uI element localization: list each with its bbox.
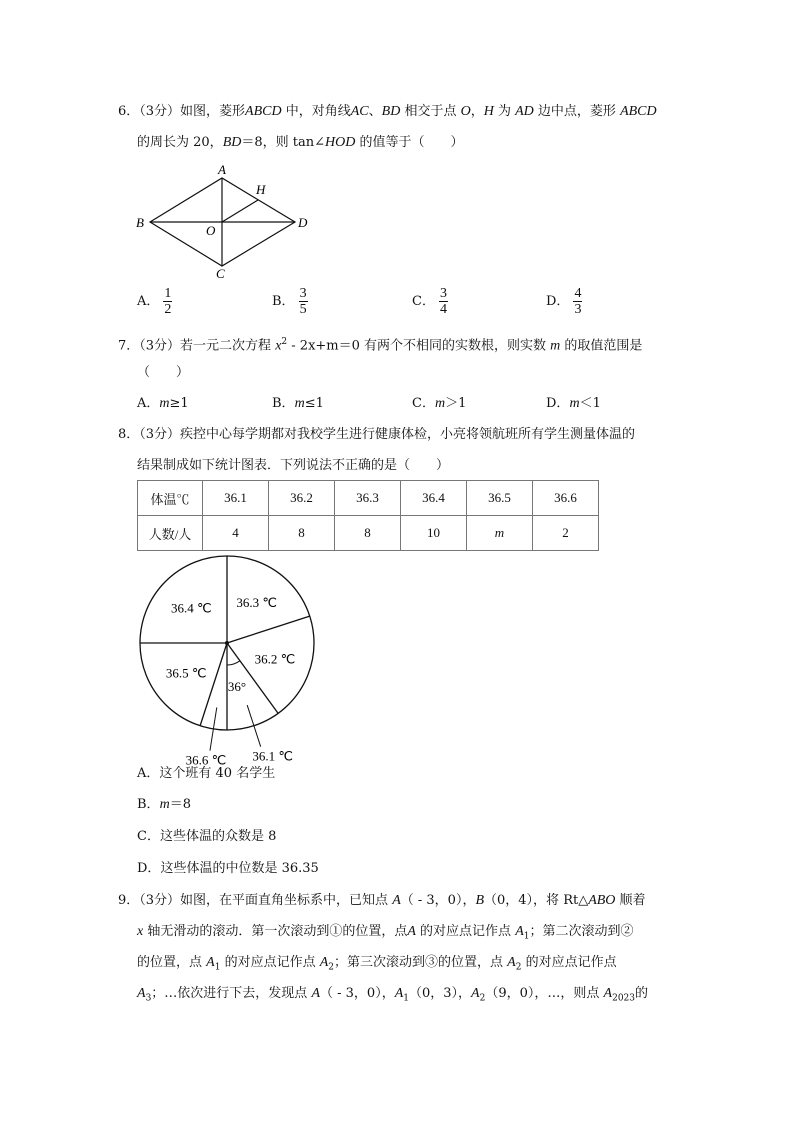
table-cell: 8 [269,516,335,551]
table-cell: 36.6 [533,481,599,516]
q8-line1: 8．（3分）疾控中心每学期都对我校学生进行健康体检，小亮将领航班所有学生测量体温的 [118,427,636,442]
table-cell: 36.3 [335,481,401,516]
pie-center [225,641,229,645]
q8-option-a: A．这个班有 40 名学生 [137,766,276,781]
table-cell: 36.2 [269,481,335,516]
q9-line2: x 轴无滑动的滚动．第一次滚动到①的位置，点A 的对应点记作点 $A_1$；第二次滚动到② [137,924,634,942]
q8-line2: 结果制成如下统计图表．下列说法不正确的是（ ） [137,458,450,473]
pie-label-366: 36.6 ℃ [185,752,227,768]
pie-slice-363 [227,616,310,643]
angle-arc [227,661,240,665]
fraction: $\frac{3}{4}$ [439,286,447,317]
q6-option-d: D． $\frac{4}{3}$ [546,286,582,317]
table-cell: 36.5 [467,481,533,516]
fraction: $\frac{3}{5}$ [299,286,307,317]
q6-option-b: B． $\frac{3}{5}$ [272,286,307,317]
q7-option-b: B．m≤1 [272,396,324,411]
table-row [138,516,599,551]
pie-slice-366 [200,643,227,726]
table-cell: 10 [401,516,467,551]
q7-option-c: C．m＞1 [412,396,467,411]
q6-line1: 6．（3分）如图，菱形ABCD 中，对角线AC、BD 相交于点 O，H 为 AD 边中点，菱形 ABCD [118,104,657,119]
label-h: H [256,182,266,197]
table-row [138,481,599,516]
q7-line1: 7．（3分）若一元二次方程 $x^2 - 2x+m=0$ 有两个不相同的实数根，则实数 m 的取值范围是 [118,337,643,354]
segment-oh [222,200,258,222]
label-b: B [136,215,144,230]
pie-chart [130,553,330,768]
table-cell: 36.1 [203,481,269,516]
label-a: A [218,162,226,177]
label-o: O [206,223,216,238]
table-cell: m [467,516,533,551]
pie-label-361: 36.1 ℃ [252,748,293,764]
fraction: $\frac{1}{2}$ [164,286,172,317]
table-cell: 36.4 [401,481,467,516]
pie-label-363: 36.3 ℃ [236,595,277,611]
q8-option-d: D．这些体温的中位数是 36.35 [137,861,319,876]
pie-leader-line [247,705,261,747]
q6-option-c: C． $\frac{3}{4}$ [412,286,447,317]
rhombus-figure [130,160,320,285]
q6-line2: 的周长为 20，BD＝8，则 tan∠HOD 的值等于（ ） [137,135,464,150]
q7-option-d: D．m＜1 [546,396,601,411]
q8-option-b: B．m＝8 [137,797,191,812]
temperature-table [137,480,599,551]
angle-label: 36° [227,679,247,694]
table-header-cell: 人数/人 [138,516,203,551]
label-d: D [298,215,308,230]
pie-label-362: 36.2 ℃ [254,651,296,667]
table-header-cell: 体温℃ [138,481,203,516]
q9-line3: 的位置，点 $A_1$ 的对应点记作点 $A_2$；第三次滚动到③的位置，点 $A_2$ 的对应点记作点 [137,955,617,973]
q9-line1: 9．（3分）如图，在平面直角坐标系中，已知点 A（ - 3，0），B（0，4），将 Rt△ABO 顺着 [118,893,646,908]
table-cell: 4 [203,516,269,551]
q7-option-a: A．m≥1 [137,396,189,411]
table-cell: 8 [335,516,401,551]
fraction: $\frac{4}{3}$ [574,286,582,317]
pie-label-365: 36.5 ℃ [165,665,207,681]
q6-option-a: A． $\frac{1}{2}$ [137,286,172,317]
pie-label-364: 36.4 ℃ [171,600,212,616]
q7-line2: （ ） [137,365,190,380]
table-cell: 2 [533,516,599,551]
q9-line4: $A_3$；…依次进行下去，发现点 A（ - 3，0），$A_1(0$，3），$A_2(9$，0），…，则点 $A_{2023}$的 [137,986,649,1004]
label-c: C [216,266,225,281]
q8-option-c: C．这些体温的众数是 8 [137,829,277,844]
